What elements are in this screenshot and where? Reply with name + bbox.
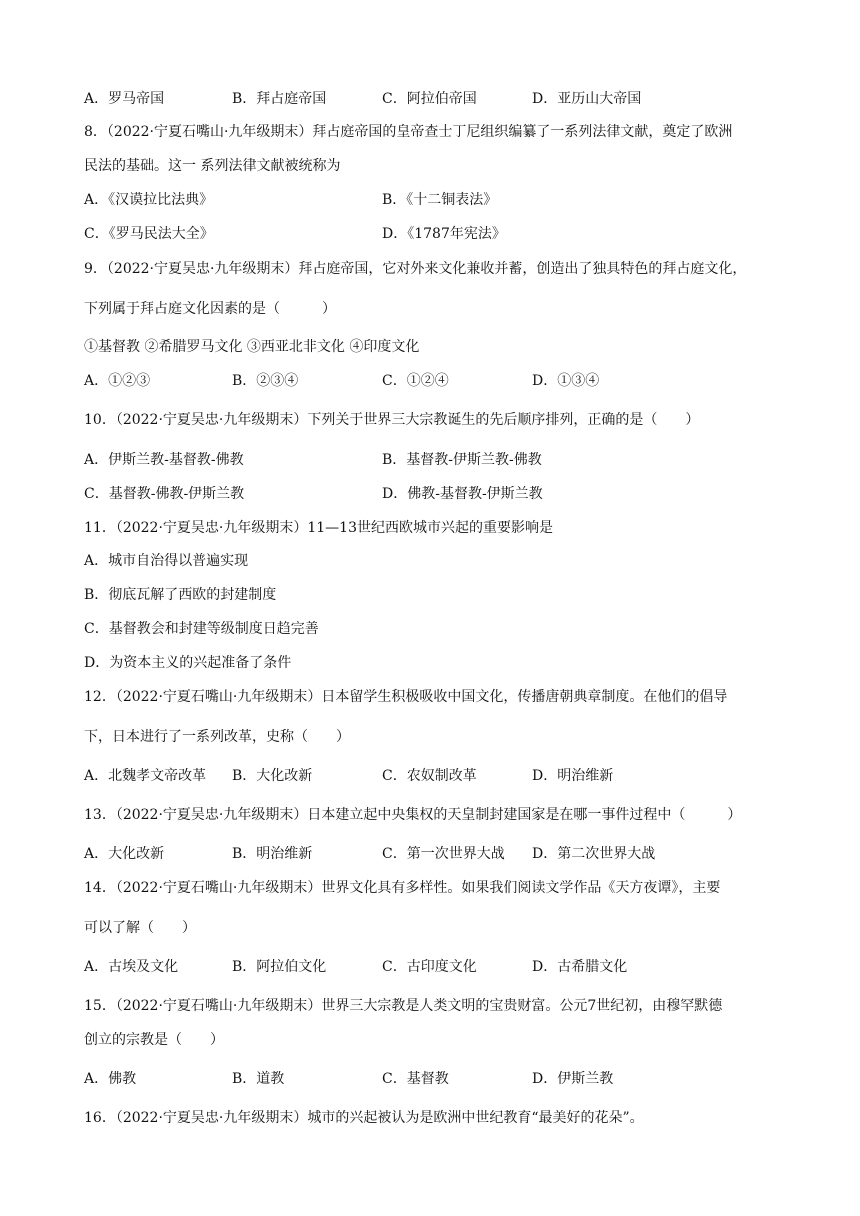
q11-option-b: B．彻底瓦解了西欧的封建制度: [84, 587, 277, 603]
q8-stem-line1: 8．（2022·宁夏石嘴山·九年级期末）拜占庭帝国的皇帝查士丁尼组织编纂了一系列法律文献，奠定了欧洲: [84, 124, 733, 140]
q14-stem-line2: 可以了解（ ）: [84, 920, 196, 936]
q8-options-row1: [84, 190, 784, 210]
q8-options-row2: [84, 224, 784, 244]
q14-option-c: C．古印度文化: [382, 959, 477, 975]
q7-option-a: A．罗马帝国: [84, 91, 165, 107]
q9-option-d: D．①③④: [532, 373, 600, 389]
q13-option-a: A．大化改新: [84, 846, 165, 862]
q15-option-a: A．佛教: [84, 1071, 137, 1087]
q14-options: [84, 957, 784, 977]
q11-option-c: C．基督教会和封建等级制度日趋完善: [84, 621, 319, 637]
q13-option-c: C．第一次世界大战: [382, 846, 505, 862]
q15-stem-line2: 创立的宗教是（ ）: [84, 1032, 224, 1048]
q10-option-a: A．伊斯兰教-基督教-佛教: [84, 452, 244, 468]
q15-option-c: C．基督教: [382, 1071, 449, 1087]
q12-stem-line2: 下，日本进行了一系列改革，史称（ ）: [84, 729, 350, 745]
q11-option-a: A．城市自治得以普遍实现: [84, 553, 249, 569]
q9-options: [84, 371, 784, 391]
q13-stem-line1: 13．（2022·宁夏吴忠·九年级期末）日本建立起中央集权的天皇制封建国家是在哪一事件过程中（ ）: [84, 807, 742, 823]
q9-option-a: A．①②③: [84, 373, 151, 389]
q10-options-row1: [84, 450, 784, 470]
q9-stem-line2: 下列属于拜占庭文化因素的是（ ）: [84, 301, 336, 317]
q12-options: [84, 766, 784, 786]
q7-options: [84, 89, 784, 109]
q12-option-d: D．明治维新: [532, 768, 614, 784]
q12-option-b: B．大化改新: [232, 768, 313, 784]
q14-option-a: A．古埃及文化: [84, 959, 179, 975]
q12-option-c: C．农奴制改革: [382, 768, 477, 784]
q11-stem-line1: 11．（2022·宁夏吴忠·九年级期末）11—13世纪西欧城市兴起的重要影响是: [84, 520, 553, 536]
q9-stem-line1: 9．（2022·宁夏吴忠·九年级期末）拜占庭帝国，它对外来文化兼收并蓄，创造出了独具特色的拜占庭文化，: [84, 261, 747, 277]
q10-stem-line1: 10．（2022·宁夏吴忠·九年级期末）下列关于世界三大宗教诞生的先后顺序排列，正确的是（ ）: [84, 412, 700, 428]
q7-option-b: B．拜占庭帝国: [232, 91, 327, 107]
q13-option-b: B．明治维新: [232, 846, 313, 862]
q8-option-d: D．《1787年宪法》: [382, 226, 506, 242]
q11-option-d: D．为资本主义的兴起准备了条件: [84, 655, 292, 671]
q8-option-b: B．《十二铜表法》: [382, 192, 498, 208]
q12-stem-line1: 12．（2022·宁夏石嘴山·九年级期末）日本留学生积极吸收中国文化，传播唐朝典章制度。在他们的倡导: [84, 689, 728, 705]
q8-stem-line2: 民法的基础。这一 系列法律文献被统称为: [84, 158, 341, 174]
q16-stem-line1: 16．（2022·宁夏吴忠·九年级期末）城市的兴起被认为是欧洲中世纪教育“最美好的花朵”。: [84, 1110, 644, 1126]
q14-stem-line1: 14．（2022·宁夏石嘴山·九年级期末）世界文化具有多样性。如果我们阅读文学作品《天方夜谭》，主要: [84, 880, 721, 896]
q12-option-a: A．北魏孝文帝改革: [84, 768, 207, 784]
q7-option-c: C．阿拉伯帝国: [382, 91, 477, 107]
q15-option-b: B．道教: [232, 1071, 285, 1087]
q10-option-d: D．佛教-基督教-伊斯兰教: [382, 486, 543, 502]
q8-option-a: A．《汉谟拉比法典》: [84, 192, 214, 208]
q9-option-b: B．②③④: [232, 373, 299, 389]
q9-items: ①基督教 ②希腊罗马文化 ③西亚北非文化 ④印度文化: [84, 339, 420, 355]
q13-options: [84, 844, 784, 864]
q7-option-d: D．亚历山大帝国: [532, 91, 642, 107]
q8-option-c: C．《罗马民法大全》: [84, 226, 214, 242]
q15-options: [84, 1069, 784, 1089]
q10-option-c: C．基督教-佛教-伊斯兰教: [84, 486, 245, 502]
q15-option-d: D．伊斯兰教: [532, 1071, 614, 1087]
q15-stem-line1: 15．（2022·宁夏石嘴山·九年级期末）世界三大宗教是人类文明的宝贵财富。公元7世纪初，由穆罕默德: [84, 998, 723, 1014]
q10-options-row2: [84, 484, 784, 504]
q14-option-d: D．古希腊文化: [532, 959, 628, 975]
q10-option-b: B．基督教-伊斯兰教-佛教: [382, 452, 542, 468]
q9-option-c: C．①②④: [382, 373, 449, 389]
q13-option-d: D．第二次世界大战: [532, 846, 656, 862]
q14-option-b: B．阿拉伯文化: [232, 959, 327, 975]
